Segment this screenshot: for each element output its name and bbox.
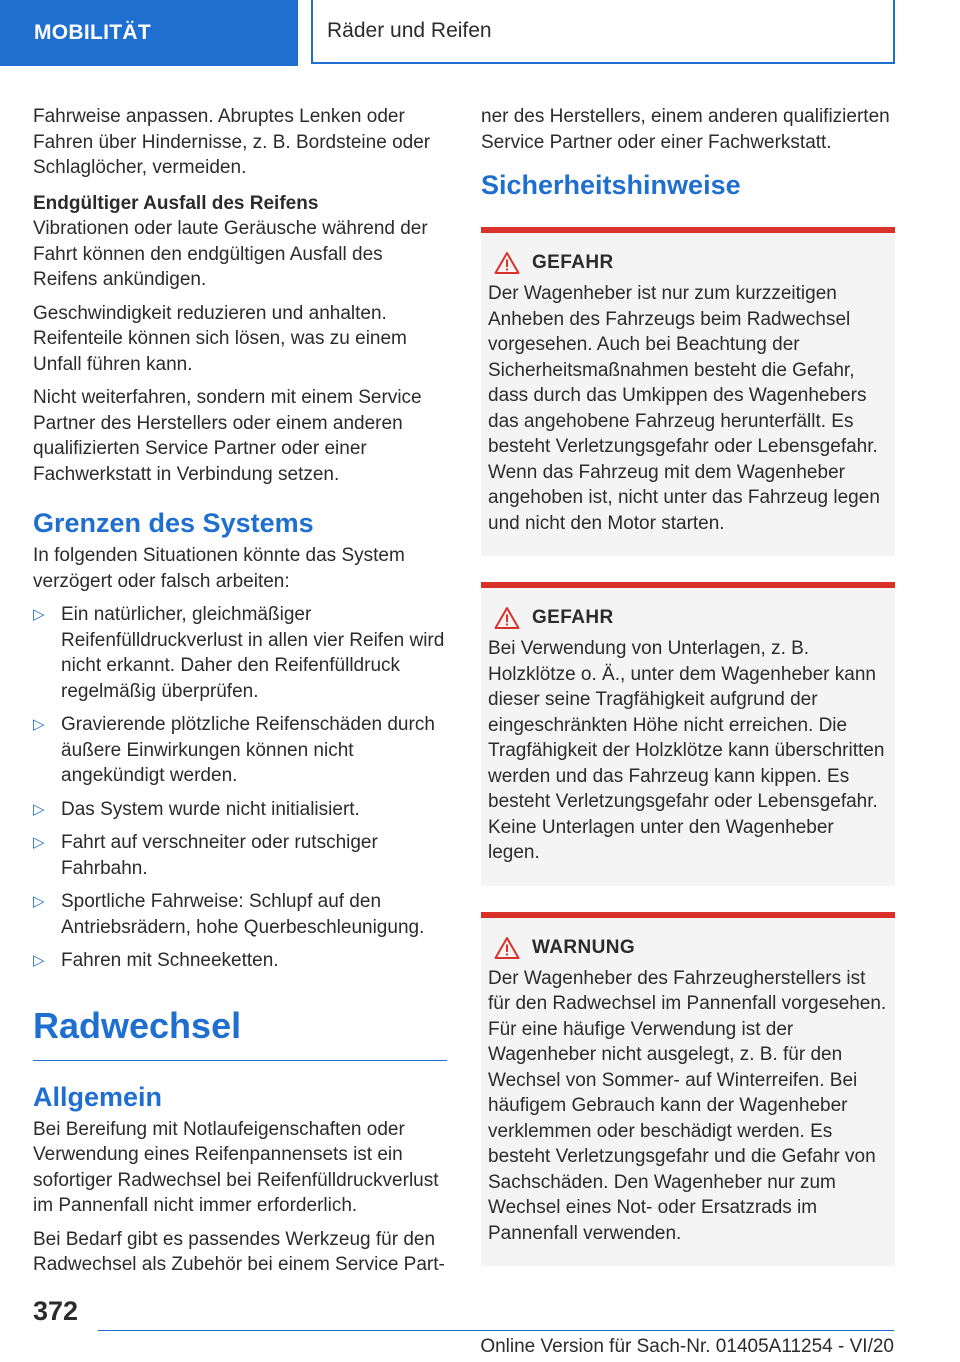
notice-label: GEFAHR — [532, 607, 614, 628]
notice-text: Bei Verwendung von Unterlagen, z. B. Holzklötze o. Ä., unter dem Wagenheber kann dieser seine Tragfähigkeit aufgrund der eingeschränkten Höhe nicht erreichen. Die Tragfähigkeit der Holzklötze kann überschritten werden und das Fahrzeug kann kippen. Es besteht Verletzungsgefahr oder Lebensgefahr. Keine Unterlagen unter den Wagenheber legen. — [488, 638, 885, 863]
list-item: ▷ Ein natürlicher, gleichmäßiger Reifenfülldruckverlust in allen vier Reifen wird nicht erkannt. Daher den Reifenfülldruck regelmäßig überprüfen. — [33, 604, 445, 702]
notice-label: WARNUNG — [532, 936, 636, 958]
triangle-bullet-icon: ▷ — [33, 834, 45, 851]
notice-label: GEFAHR — [532, 252, 614, 273]
notice-text: Der Wagenheber des Fahrzeugherstellers ist für den Radwechsel im Pannenfall vorgesehen. Für eine häufige Verwendung ist der Wagenheber nicht ausgelegt, z. B. für den Wechsel von Sommer- auf Winterreifen. Bei häufigem Gebrauch kann der Wagenheber verklemmen oder beschädigt werden. Es besteht Verletzungsgefahr und die Gefahr von Sachschäden. Den Wagenheber nur zum Wechsel eines Not- oder Ersatzrads im Pannenfall verwenden. — [488, 967, 887, 1244]
limits-heading: Grenzen des Systems — [33, 508, 314, 538]
failure-paragraph-1: Vibrationen oder laute Geräusche während der Fahrt können den endgültigen Ausfall des Reifens ankündigen. — [33, 218, 428, 290]
continued-paragraph: ner des Herstellers, einem anderen qualifizierten Service Partner oder einer Fachwerkstatt. — [481, 106, 890, 153]
danger-notice-2 — [481, 582, 895, 886]
warning-triangle-icon — [494, 936, 520, 960]
notice-text: Der Wagenheber ist nur zum kurzzeitigen Anheben des Fahrzeugs beim Radwechsel vorgesehen. Auch bei Beachtung der Sicherheitsmaßnahmen besteht die Gefahr, dass durch das Umkippen des Wagenhebers das angehobene Fahrzeug herunterfällt. Es besteht Verletzungsgefahr oder Lebensgefahr. Wenn das Fahrzeug mit dem Wagenheber angehoben ist, nicht unter das Fahrzeug legen und nicht den Motor starten. — [488, 283, 880, 534]
triangle-bullet-icon: ▷ — [33, 800, 45, 818]
footer-divider — [98, 1330, 894, 1331]
right-column — [481, 104, 895, 1266]
list-item: ▷ Sportliche Fahrweise: Schlupf auf den Antriebsrädern, hohe Querbeschleunigung. — [33, 891, 425, 938]
warning-triangle-icon — [494, 251, 520, 275]
limits-intro: In folgenden Situationen könnte das System verzögert oder falsch arbeiten: — [33, 545, 405, 592]
page-number: 372 — [33, 1296, 79, 1326]
safety-heading: Sicherheitshinweise — [481, 170, 741, 200]
failure-paragraph-2: Geschwindigkeit reduzieren und anhalten. Reifenteile können sich lösen, was zu einem Unfall führen kann. — [33, 302, 407, 375]
limits-list — [33, 602, 447, 974]
wheel-change-heading: Radwechsel — [33, 1004, 447, 1061]
triangle-bullet-icon: ▷ — [33, 716, 45, 733]
section-tab: MOBILITÄT — [0, 0, 298, 66]
triangle-bullet-icon: ▷ — [33, 606, 45, 623]
left-column — [33, 104, 447, 1286]
general-paragraph-2: Bei Bedarf gibt es passendes Werkzeug für den Radwechsel als Zubehör bei einem Service Part- — [33, 1228, 445, 1275]
failure-paragraph-3: Nicht weiterfahren, sondern mit einem Service Partner des Herstellers oder einem anderen qualifizierten Service Partner oder einer Fachwerkstatt in Verbindung setzen. — [33, 387, 422, 485]
danger-notice-1 — [481, 227, 895, 556]
page-header — [0, 0, 960, 66]
triangle-bullet-icon: ▷ — [33, 952, 45, 969]
triangle-bullet-icon: ▷ — [33, 893, 45, 910]
chapter-title: Räder und Reifen — [311, 0, 895, 64]
list-item: ▷ Das System wurde nicht initialisiert. — [33, 797, 447, 823]
list-item: ▷ Fahren mit Schneeketten. — [33, 948, 447, 974]
general-paragraph-1: Bei Bereifung mit Notlaufeigenschaften oder Verwendung eines Reifenpannensets ist ein sofortiger Radwechsel bei Reifenfülldruckverlust im Pannenfall nicht immer erforderlich. — [33, 1118, 439, 1216]
failure-heading: Endgültiger Ausfall des Reifens — [33, 192, 319, 214]
intro-paragraph: Fahrweise anpassen. Abruptes Lenken oder Fahren über Hindernisse, z. B. Bordsteine oder Schlaglöcher, vermeiden. — [33, 106, 431, 178]
footer-text: Online Version für Sach-Nr. 01405A11254 - VI/20 — [480, 1336, 894, 1357]
warning-triangle-icon — [494, 606, 520, 630]
list-item: ▷ Fahrt auf verschneiter oder rutschiger Fahrbahn. — [33, 832, 378, 879]
general-heading: Allgemein — [33, 1081, 163, 1112]
warning-notice — [481, 912, 895, 1267]
list-item: ▷ Gravierende plötzliche Reifenschäden durch äußere Einwirkungen können nicht angekündigt werden. — [33, 714, 435, 786]
